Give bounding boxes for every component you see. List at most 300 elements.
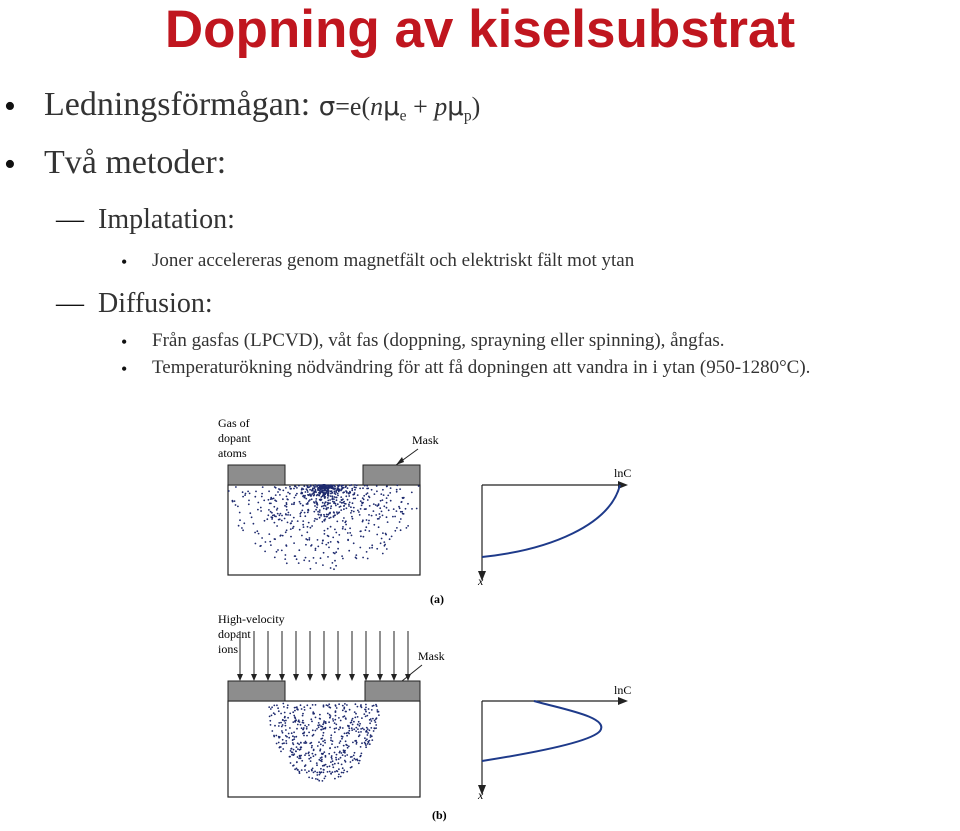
dopant-dot xyxy=(301,535,303,537)
dopant-dot xyxy=(328,721,330,723)
dopant-dot xyxy=(348,727,350,729)
dopant-dot xyxy=(315,548,317,550)
dopant-dot xyxy=(298,485,300,487)
dopant-dot xyxy=(308,755,310,757)
dopant-dot xyxy=(232,501,234,503)
dopant-dot xyxy=(370,727,372,729)
dopant-dot xyxy=(307,491,309,493)
dopant-dot xyxy=(328,495,330,497)
dopant-dot xyxy=(310,760,312,762)
diffusion-heading: Diffusion: xyxy=(98,288,213,319)
dopant-dot xyxy=(302,505,304,507)
dopant-dot xyxy=(345,740,347,742)
dopant-dot xyxy=(316,728,318,730)
dopant-dot xyxy=(362,557,364,559)
dopant-dot xyxy=(334,486,336,488)
dopant-dot xyxy=(358,762,360,764)
dopant-dot xyxy=(335,710,337,712)
dopant-dot xyxy=(344,755,346,757)
dopant-dot xyxy=(358,511,360,513)
dopant-dot xyxy=(281,730,283,732)
dopant-dot xyxy=(345,524,347,526)
dopant-dot xyxy=(345,761,347,763)
dopant-dot xyxy=(335,490,337,492)
dopant-dot xyxy=(317,779,319,781)
implantation-heading: Implatation: xyxy=(98,204,235,235)
dopant-dot xyxy=(308,724,310,726)
dopant-dot xyxy=(274,538,276,540)
dopant-dot xyxy=(314,518,316,520)
dopant-dot xyxy=(379,513,381,515)
dopant-dot xyxy=(345,503,347,505)
dopant-dot xyxy=(386,502,388,504)
dopant-dot xyxy=(293,503,295,505)
dopant-dot xyxy=(367,734,369,736)
dopant-dot xyxy=(351,510,353,512)
dopant-dot xyxy=(334,763,336,765)
dopant-dot xyxy=(305,557,307,559)
implantation-item: Joner accelereras genom magnetfält och elektriskt fält mot ytan xyxy=(152,250,635,271)
dopant-dot xyxy=(330,737,332,739)
dopant-dot xyxy=(352,742,354,744)
dopant-dot xyxy=(301,510,303,512)
dopant-dot xyxy=(341,555,343,557)
dopant-dot xyxy=(371,515,373,517)
dopant-dot xyxy=(307,526,309,528)
dopant-dot xyxy=(322,723,324,725)
dopant-dot xyxy=(352,718,354,720)
dopant-dot xyxy=(311,544,313,546)
dopant-dot xyxy=(331,743,333,745)
dopant-dot xyxy=(337,493,339,495)
dopant-dot xyxy=(378,714,380,716)
dopant-dot xyxy=(277,549,279,551)
panel-label: (a) xyxy=(430,592,444,606)
ion-beam-arrows xyxy=(237,631,411,681)
dopant-dot xyxy=(329,499,331,501)
dopant-dot xyxy=(355,740,357,742)
dopant-dot xyxy=(285,554,287,556)
dopant-dot xyxy=(290,528,292,530)
mask-label: Mask xyxy=(412,433,439,447)
dopant-dot xyxy=(293,731,295,733)
dopant-dot xyxy=(336,521,338,523)
dopant-dot xyxy=(329,747,331,749)
dopant-dot xyxy=(267,514,269,516)
dopant-dot xyxy=(311,525,313,527)
dopant-dot xyxy=(341,485,343,487)
dopant-dot xyxy=(338,758,340,760)
dopant-dot xyxy=(326,509,328,511)
dopant-dot xyxy=(360,535,362,537)
dopant-dot xyxy=(325,544,327,546)
dopant-dot xyxy=(276,509,278,511)
dopant-dot xyxy=(295,707,297,709)
dopant-dot xyxy=(316,762,318,764)
panel-label: (b) xyxy=(432,808,447,822)
lnc-axis-label: lnC xyxy=(614,466,632,480)
dopant-dot xyxy=(287,707,289,709)
dopant-dot xyxy=(328,513,330,515)
dopant-dot xyxy=(360,530,362,532)
dopant-dot xyxy=(260,507,262,509)
dopant-dot xyxy=(263,500,265,502)
dopant-dot xyxy=(357,724,359,726)
dopant-dot xyxy=(343,708,345,710)
dopant-dot xyxy=(357,494,359,496)
dopant-dot xyxy=(309,499,311,501)
dopant-dot xyxy=(347,732,349,734)
dopant-dot xyxy=(376,709,378,711)
dopant-dot xyxy=(338,703,340,705)
dopant-dot xyxy=(369,729,371,731)
dopant-dot xyxy=(304,769,306,771)
dopant-dot xyxy=(308,777,310,779)
dopant-dot xyxy=(257,502,259,504)
dopant-dot xyxy=(323,732,325,734)
dopant-dot xyxy=(366,715,368,717)
dopant-dot xyxy=(320,514,322,516)
dopant-dot xyxy=(359,547,361,549)
dopant-dot xyxy=(346,735,348,737)
dopant-dot xyxy=(285,740,287,742)
dopant-dot xyxy=(401,501,403,503)
dopant-dot xyxy=(356,485,358,487)
dopant-dot xyxy=(368,708,370,710)
dopant-dot xyxy=(318,514,320,516)
dopant-dot xyxy=(350,761,352,763)
dopant-dot xyxy=(360,746,362,748)
dopant-dot xyxy=(345,485,347,487)
dopant-dot xyxy=(347,747,349,749)
dopant-dot xyxy=(303,727,305,729)
panel-a xyxy=(218,416,631,606)
dopant-dot xyxy=(355,554,357,556)
dopant-dot xyxy=(416,508,418,510)
dopant-dot xyxy=(314,484,316,486)
dopant-dot xyxy=(273,712,275,714)
dopant-dot xyxy=(340,752,342,754)
dopant-dot xyxy=(296,728,298,730)
dopant-dot xyxy=(354,717,356,719)
dopant-dot xyxy=(367,728,369,730)
dopant-dot xyxy=(325,756,327,758)
dopant-dot xyxy=(343,745,345,747)
dopant-dot xyxy=(290,522,292,524)
dopant-dot xyxy=(277,491,279,493)
dopant-dot xyxy=(241,527,243,529)
dopant-dot xyxy=(330,734,332,736)
dopant-dot xyxy=(292,765,294,767)
lnc-axis-label: lnC xyxy=(614,683,632,697)
dopant-dot xyxy=(254,496,256,498)
dopant-dot xyxy=(328,547,330,549)
dopant-dot xyxy=(354,752,356,754)
dopant-dot xyxy=(348,492,350,494)
dopant-dot xyxy=(334,747,336,749)
dopant-dot xyxy=(294,555,296,557)
dopant-dot xyxy=(299,529,301,531)
dopant-dot xyxy=(276,551,278,553)
slide-title: Dopning av kiselsubstrat xyxy=(164,0,796,59)
dopant-dot xyxy=(339,742,341,744)
dopant-dot xyxy=(390,487,392,489)
dopant-dot xyxy=(260,545,262,547)
dopant-dot xyxy=(351,729,353,731)
dopant-dot xyxy=(265,541,267,543)
dopant-dot xyxy=(363,499,365,501)
dopant-dot xyxy=(386,485,388,487)
dopant-dot xyxy=(296,493,298,495)
dopant-dot xyxy=(315,500,317,502)
dopant-dot xyxy=(352,724,354,726)
dopant-dot xyxy=(282,490,284,492)
dopant-dot xyxy=(324,490,326,492)
dopant-dot xyxy=(327,490,329,492)
dopant-dot xyxy=(332,501,334,503)
dopant-dot xyxy=(248,503,250,505)
dopant-dot xyxy=(271,706,273,708)
dopant-dot xyxy=(342,526,344,528)
dopant-dot xyxy=(353,498,355,500)
dopant-dot xyxy=(292,721,294,723)
dopant-dot xyxy=(285,487,287,489)
dopant-dot xyxy=(375,704,377,706)
dopant-dot xyxy=(394,530,396,532)
dopant-dot xyxy=(325,775,327,777)
dopant-dot xyxy=(320,499,322,501)
dopant-dot xyxy=(274,515,276,517)
dopant-dot xyxy=(312,704,314,706)
dopant-dot xyxy=(304,515,306,517)
dopant-dot xyxy=(318,741,320,743)
dopant-dot xyxy=(270,498,272,500)
dopant-dot xyxy=(290,762,292,764)
dopant-dot xyxy=(293,753,295,755)
dopant-dot xyxy=(355,713,357,715)
dopant-dot xyxy=(242,491,244,493)
dopant-dot xyxy=(251,516,253,518)
dopant-dot xyxy=(386,548,388,550)
dopant-dot xyxy=(406,527,408,529)
dopant-dot xyxy=(379,516,381,518)
dopant-dot xyxy=(294,710,296,712)
dopant-dot xyxy=(305,498,307,500)
dopant-dot xyxy=(352,502,354,504)
dopant-dot xyxy=(268,490,270,492)
dopant-dot xyxy=(289,514,291,516)
dopant-dot xyxy=(291,732,293,734)
dopant-dot xyxy=(318,780,320,782)
dopant-dot xyxy=(323,492,325,494)
dopant-dot xyxy=(365,704,367,706)
mask-block-right xyxy=(365,681,420,701)
dopant-dot xyxy=(332,562,334,564)
dopant-dot xyxy=(364,743,366,745)
dopant-dot xyxy=(298,719,300,721)
dopant-dot xyxy=(327,535,329,537)
dopant-dot xyxy=(360,755,362,757)
dopant-dot xyxy=(288,737,290,739)
dopant-dot xyxy=(363,729,365,731)
substrate xyxy=(228,701,420,797)
dopant-dot xyxy=(347,499,349,501)
dopant-dot xyxy=(382,489,384,491)
dopant-dot xyxy=(348,495,350,497)
dopant-dot xyxy=(291,503,293,505)
dopant-dot xyxy=(333,552,335,554)
dopant-dot xyxy=(343,501,345,503)
dopant-dot xyxy=(307,509,309,511)
dopant-dot xyxy=(355,557,357,559)
dopant-dot xyxy=(270,511,272,513)
dopant-dot xyxy=(338,729,340,731)
dopant-dot xyxy=(278,710,280,712)
dopant-dot xyxy=(269,541,271,543)
dopant-dot xyxy=(324,533,326,535)
dopant-dot xyxy=(323,765,325,767)
dopant-dot xyxy=(366,738,368,740)
dopant-dot xyxy=(365,707,367,709)
dopant-dot xyxy=(320,771,322,773)
dopant-dot xyxy=(332,497,334,499)
dopant-dot xyxy=(275,500,277,502)
dopant-dot xyxy=(337,487,339,489)
dopant-dot xyxy=(385,533,387,535)
dopant-dot xyxy=(316,486,318,488)
dopant-dot xyxy=(270,503,272,505)
dopant-dot xyxy=(294,768,296,770)
dopant-dot xyxy=(282,732,284,734)
dopant-dot xyxy=(286,496,288,498)
dopant-dot xyxy=(282,748,284,750)
dopant-dot xyxy=(293,749,295,751)
dopant-dot xyxy=(328,703,330,705)
dopant-dot xyxy=(317,511,319,513)
dopant-dot xyxy=(313,713,315,715)
dopant-dot xyxy=(354,486,356,488)
dopant-dot xyxy=(309,537,311,539)
dopant-dot xyxy=(254,532,256,534)
dopant-dot xyxy=(324,778,326,780)
dopant-dot xyxy=(332,485,334,487)
dopant-dot xyxy=(301,708,303,710)
dopant-dot xyxy=(400,518,402,520)
dopant-dot xyxy=(357,706,359,708)
dopant-dot xyxy=(366,485,368,487)
dopant-dot xyxy=(346,771,348,773)
dopant-dot xyxy=(306,488,308,490)
dopant-dot xyxy=(300,748,302,750)
dopant-dot xyxy=(334,778,336,780)
dopant-dot xyxy=(302,713,304,715)
dopant-dot xyxy=(321,542,323,544)
dopant-dot xyxy=(260,510,262,512)
dopant-dot xyxy=(353,511,355,513)
dopant-dot xyxy=(255,491,257,493)
dopant-dot xyxy=(347,532,349,534)
dopant-dot xyxy=(362,519,364,521)
dopant-dot xyxy=(371,489,373,491)
dopant-dot xyxy=(329,502,331,504)
dopant-dot xyxy=(299,721,301,723)
dopant-dot xyxy=(360,508,362,510)
dopant-dot xyxy=(310,527,312,529)
dopant-dot xyxy=(287,492,289,494)
dopant-dot xyxy=(315,754,317,756)
dopant-dot xyxy=(316,764,318,766)
dopant-dot xyxy=(282,498,284,500)
dopant-dot xyxy=(380,542,382,544)
dopant-dot xyxy=(268,499,270,501)
dopant-dot xyxy=(297,769,299,771)
dopant-dot xyxy=(310,568,312,570)
dopant-dot xyxy=(334,488,336,490)
dopant-dot xyxy=(357,728,359,730)
dopant-dot xyxy=(396,510,398,512)
dopant-dot xyxy=(353,728,355,730)
dopant-dot xyxy=(343,517,345,519)
dopant-dot xyxy=(311,489,313,491)
dopant-dot xyxy=(310,757,312,759)
dopant-dot xyxy=(343,772,345,774)
dopant-dot xyxy=(303,559,305,561)
dopant-dot xyxy=(361,753,363,755)
dopant-dot xyxy=(337,495,339,497)
dopant-dot xyxy=(289,486,291,488)
dopant-dot xyxy=(369,505,371,507)
dopant-dot xyxy=(368,520,370,522)
dopant-dot xyxy=(348,730,350,732)
dopant-dot xyxy=(347,487,349,489)
dopant-dot xyxy=(340,740,342,742)
dopant-dot xyxy=(255,543,257,545)
dopant-dot xyxy=(382,553,384,555)
dopant-dot xyxy=(335,759,337,761)
dopant-dot xyxy=(335,565,337,567)
dopant-dot xyxy=(308,522,310,524)
dopant-dot xyxy=(334,529,336,531)
dopant-dot xyxy=(341,502,343,504)
dopant-dot xyxy=(352,759,354,761)
mask-block-left xyxy=(228,465,285,485)
axis-arrowhead xyxy=(618,697,628,705)
mask-pointer-arrowhead xyxy=(396,457,404,465)
dopant-dot xyxy=(342,710,344,712)
dopant-dot xyxy=(292,735,294,737)
dopant-dot xyxy=(344,529,346,531)
dopant-dot xyxy=(354,711,356,713)
dopant-dot xyxy=(288,733,290,735)
dopant-dot xyxy=(281,520,283,522)
dopant-dot xyxy=(338,488,340,490)
dopant-dot xyxy=(371,709,373,711)
ion-arrowhead xyxy=(279,674,285,681)
dopant-dot xyxy=(293,488,295,490)
dopant-dot xyxy=(361,717,363,719)
dopant-dot xyxy=(350,506,352,508)
dopant-dot xyxy=(310,707,312,709)
dopant-dot xyxy=(289,493,291,495)
dopant-dot xyxy=(273,506,275,508)
dopant-dot xyxy=(371,739,373,741)
dopant-dot xyxy=(326,514,328,516)
dopant-dot xyxy=(354,492,356,494)
gas-label-line: atoms xyxy=(218,446,247,460)
dopant-dot xyxy=(335,715,337,717)
dopant-dot xyxy=(299,501,301,503)
dopant-dot xyxy=(363,713,365,715)
